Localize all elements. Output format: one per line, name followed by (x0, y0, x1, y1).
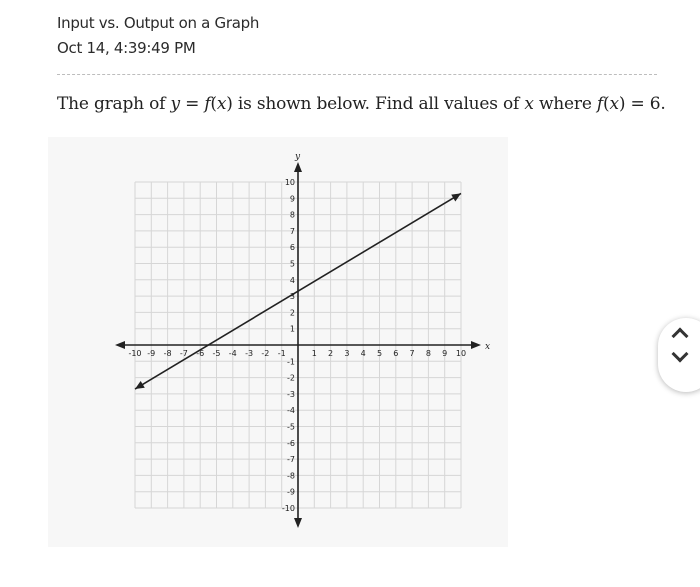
x-tick-label: 4 (360, 349, 366, 358)
x-tick-label: -5 (212, 349, 221, 358)
y-tick-label: 4 (289, 275, 295, 285)
y-axis-arrow-down (294, 518, 302, 528)
chevron-down-icon[interactable] (672, 346, 689, 363)
y-tick-label: 5 (289, 259, 295, 269)
question-intro: The graph of (57, 94, 171, 114)
y-tick-label: -3 (287, 389, 295, 399)
x-tick-label: 7 (409, 349, 415, 358)
x-axis-label: x (485, 342, 491, 352)
y-tick-label: 2 (289, 308, 295, 318)
eq-x: x (216, 94, 227, 114)
question-nav-button[interactable] (658, 318, 700, 392)
y-tick-label: -5 (287, 422, 295, 432)
x-tick-label: 6 (393, 349, 399, 358)
eq-paren-close: ) (226, 94, 233, 114)
y-tick-label: -4 (287, 406, 295, 416)
eq-paren-open: ( (210, 94, 217, 114)
cond-f: f (596, 94, 603, 114)
x-tick-label: 3 (344, 349, 350, 358)
y-axis-label: y (295, 152, 301, 162)
cond-paren-open: ( (603, 94, 610, 114)
var-x: x (524, 94, 534, 114)
function-line-arrow-end (451, 193, 461, 201)
x-tick-label: 5 (376, 349, 383, 358)
x-tick-label: -7 (179, 349, 188, 358)
y-tick-label: 3 (289, 292, 295, 302)
x-tick-label: -8 (163, 349, 172, 358)
timestamp: Oct 14, 4:39:49 PM (57, 39, 196, 57)
page-title: Input vs. Output on a Graph (57, 14, 260, 32)
x-tick-label: -4 (228, 349, 237, 358)
eq-f: f (204, 94, 211, 114)
y-tick-label: -2 (287, 373, 295, 383)
x-tick-label: -2 (261, 349, 270, 358)
x-axis-arrow-right (471, 341, 481, 349)
x-tick-label: 9 (442, 349, 448, 358)
x-tick-label: -6 (196, 349, 205, 358)
cond-x: x (609, 94, 619, 114)
x-axis-arrow-left (115, 341, 125, 349)
x-tick-label: -3 (245, 349, 254, 358)
y-tick-label: 9 (289, 194, 295, 204)
cond-equals: = 6. (625, 94, 666, 114)
function-line-arrow-start (135, 381, 145, 389)
y-tick-label: 7 (289, 226, 295, 236)
x-tick-label: -10 (128, 349, 142, 358)
x-tick-label: -1 (277, 349, 286, 358)
x-tick-label: 10 (455, 349, 467, 358)
x-tick-label: -9 (147, 349, 156, 358)
y-tick-label: -7 (287, 455, 295, 465)
question-middle: is shown below. Find all values of (232, 94, 525, 114)
y-tick-label: 1 (289, 324, 295, 334)
y-tick-label: -6 (287, 438, 295, 448)
cond-paren-close: ) (618, 94, 626, 114)
y-tick-label: 10 (284, 178, 295, 187)
y-tick-label: 8 (289, 210, 295, 220)
y-axis-arrow-up (294, 162, 302, 172)
question-where: where (533, 94, 597, 114)
x-tick-label: 2 (328, 349, 334, 358)
y-tick-label: -9 (287, 487, 295, 497)
y-tick-label: -10 (281, 504, 295, 513)
y-tick-label: -1 (287, 357, 295, 367)
eq-y: y (170, 94, 180, 114)
x-tick-label: 8 (425, 349, 431, 358)
y-tick-label: -8 (287, 471, 295, 481)
chevron-up-icon[interactable] (672, 328, 689, 345)
x-tick-label: 1 (311, 349, 317, 358)
y-tick-label: 6 (289, 243, 295, 253)
eq-equals: = (179, 94, 205, 114)
